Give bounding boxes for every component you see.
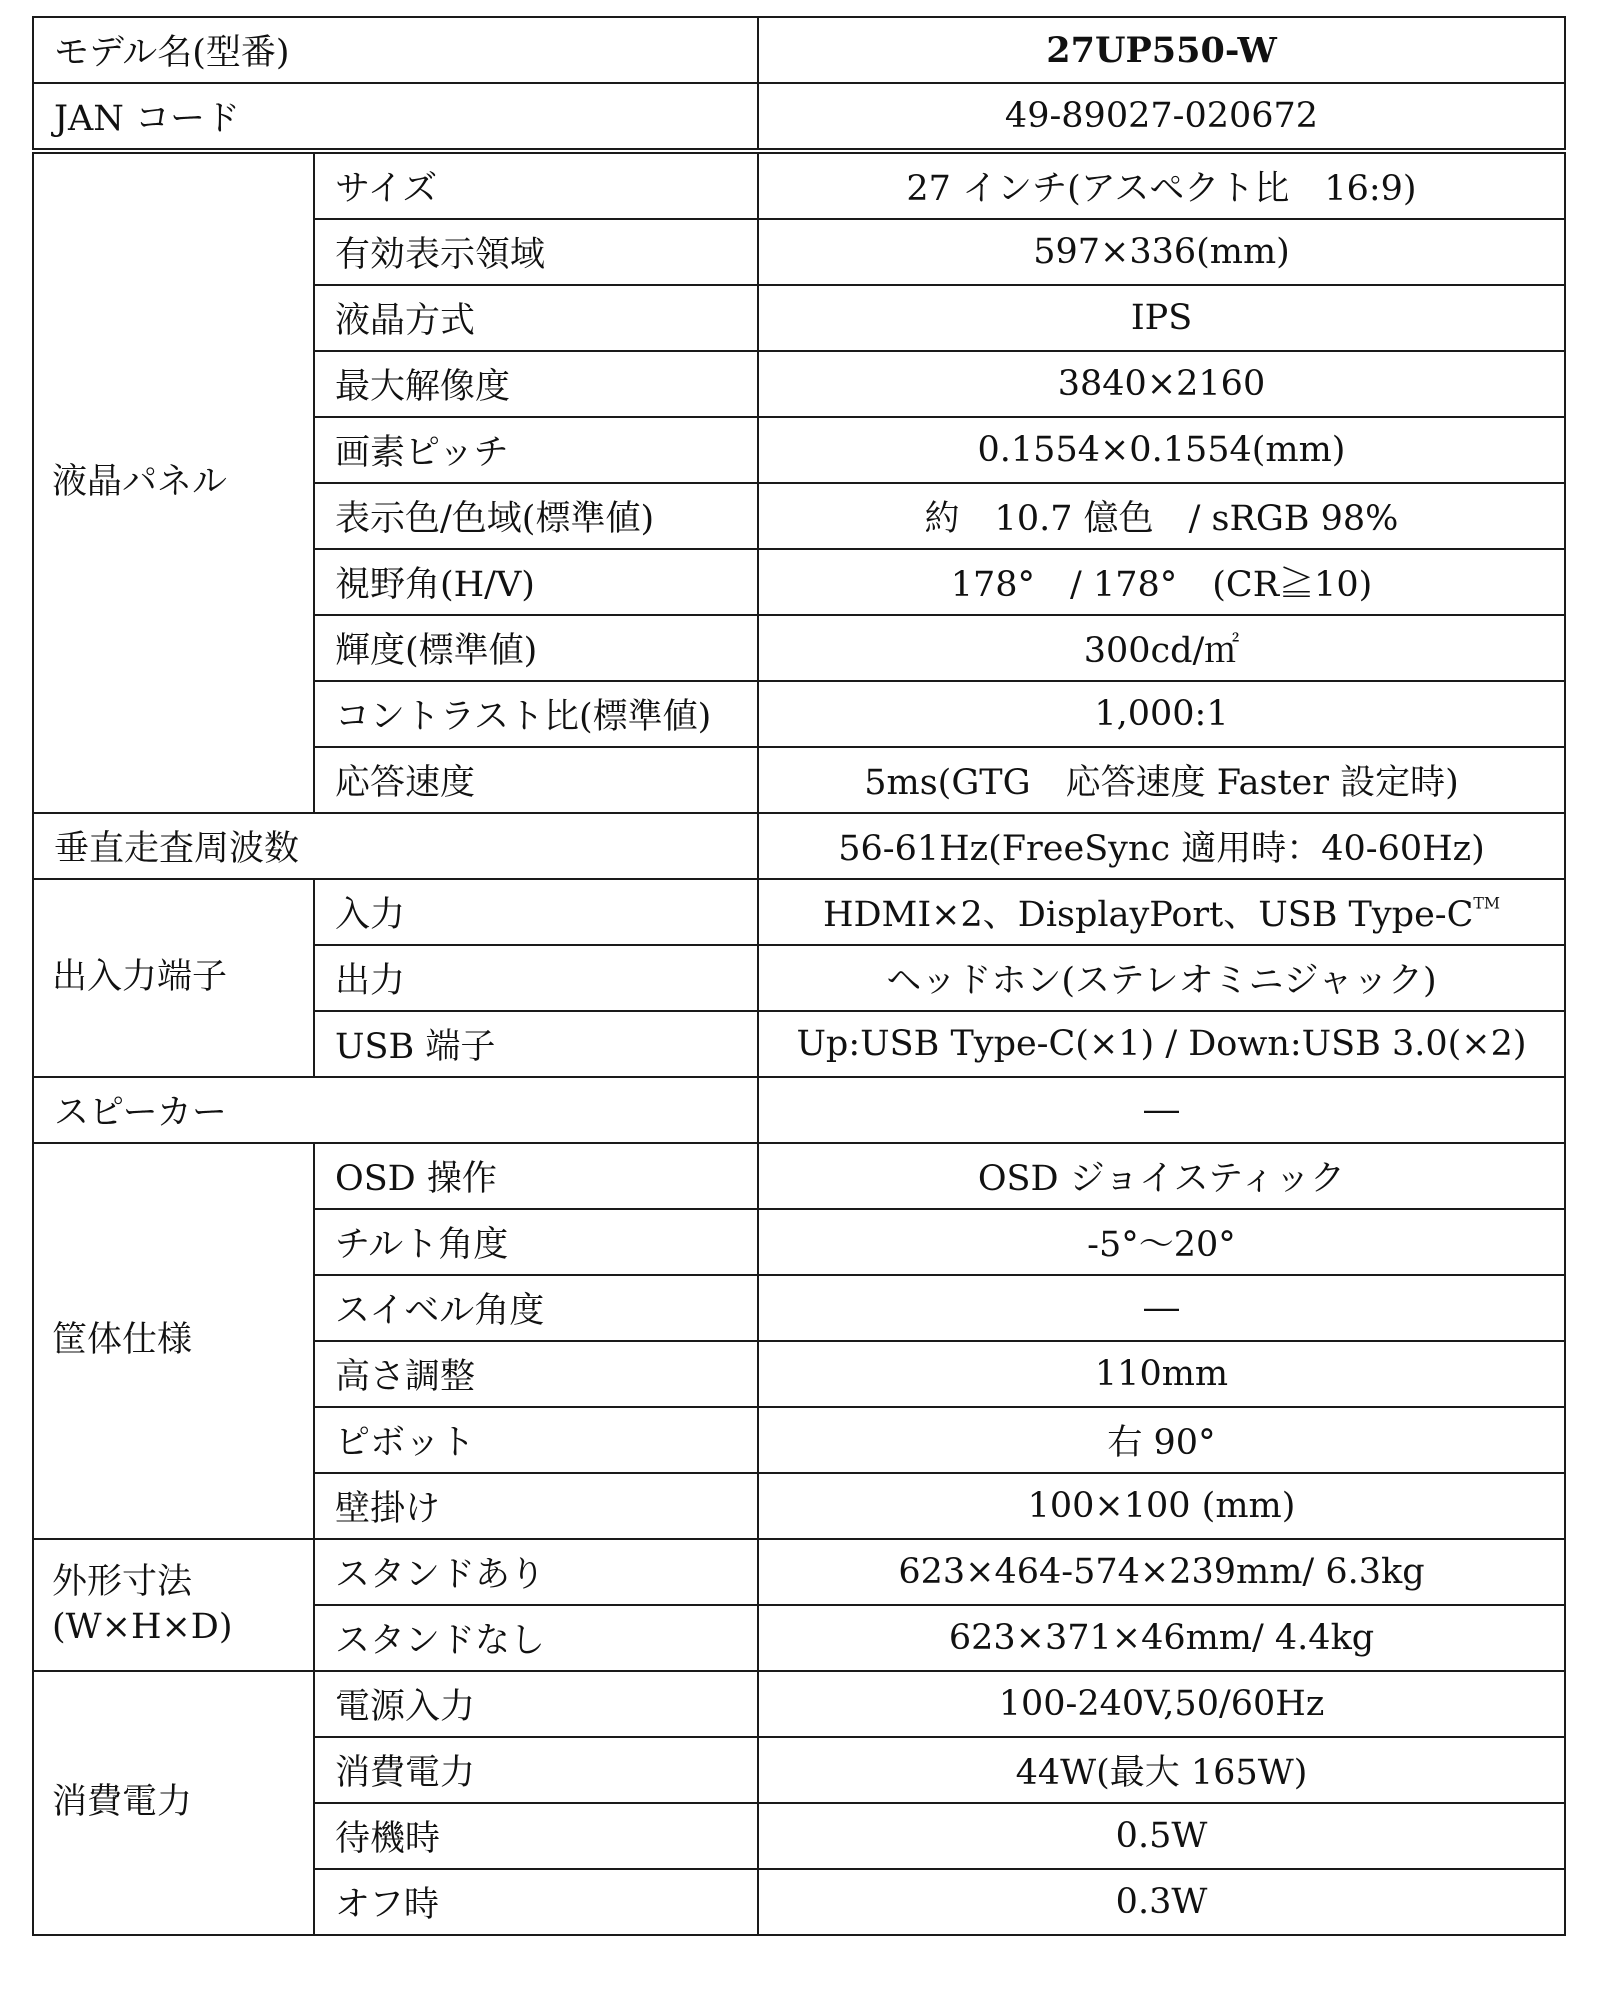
- spec-value: 右 90°: [758, 1407, 1565, 1473]
- speaker-value: ―: [758, 1077, 1565, 1143]
- vertical-frequency-label: 垂直走査周波数: [33, 813, 758, 879]
- spec-value: Up:USB Type-C(×1) / Down:USB 3.0(×2): [758, 1011, 1565, 1077]
- spec-table: [32, 16, 1566, 1936]
- spec-label: 入力: [314, 879, 758, 945]
- spec-label: 輝度(標準値): [314, 615, 758, 681]
- spec-value: 300cd/㎡: [758, 615, 1565, 681]
- spec-value: -5°～20°: [758, 1209, 1565, 1275]
- spec-label: オフ時: [314, 1869, 758, 1935]
- spec-value: 3840×2160: [758, 351, 1565, 417]
- jan-code-label: JAN コード: [33, 83, 758, 151]
- spec-value: ヘッドホン(ステレオミニジャック): [758, 945, 1565, 1011]
- spec-label: コントラスト比(標準値): [314, 681, 758, 747]
- spec-value: 100×100 (mm): [758, 1473, 1565, 1539]
- row-with-stand: [33, 1539, 1565, 1605]
- row-jan-code: [33, 83, 1565, 151]
- spec-value: ―: [758, 1275, 1565, 1341]
- spec-label: 液晶方式: [314, 285, 758, 351]
- spec-label: USB 端子: [314, 1011, 758, 1077]
- spec-label: ピボット: [314, 1407, 758, 1473]
- model-name-label: モデル名(型番): [33, 17, 758, 83]
- spec-value: [758, 879, 1565, 945]
- spec-label: スタンドなし: [314, 1605, 758, 1671]
- spec-label: 消費電力: [314, 1737, 758, 1803]
- spec-value: 178° / 178° (CR≧10): [758, 549, 1565, 615]
- spec-label: 有効表示領域: [314, 219, 758, 285]
- spec-value: 597×336(mm): [758, 219, 1565, 285]
- spec-label: 視野角(H/V): [314, 549, 758, 615]
- row-osd: [33, 1143, 1565, 1209]
- spec-label: チルト角度: [314, 1209, 758, 1275]
- row-power-input: [33, 1671, 1565, 1737]
- spec-label: 高さ調整: [314, 1341, 758, 1407]
- spec-label: 画素ピッチ: [314, 417, 758, 483]
- dimensions-unit: (W×H×D): [52, 1607, 233, 1647]
- spec-label: 壁掛け: [314, 1473, 758, 1539]
- dimensions-title: 外形寸法: [52, 1561, 193, 1602]
- model-name-value: 27UP550-W: [758, 17, 1565, 83]
- spec-value: 5ms(GTG 応答速度 Faster 設定時): [758, 747, 1565, 813]
- input-ports-text: HDMI×2、DisplayPort、USB Type-C: [822, 895, 1474, 935]
- spec-label: 最大解像度: [314, 351, 758, 417]
- spec-label: 待機時: [314, 1803, 758, 1869]
- spec-label: OSD 操作: [314, 1143, 758, 1209]
- row-vertical-frequency: [33, 813, 1565, 879]
- spec-value: 44W(最大 165W): [758, 1737, 1565, 1803]
- spec-label: 出力: [314, 945, 758, 1011]
- trademark-mark: TM: [1473, 893, 1501, 913]
- row-input: [33, 879, 1565, 945]
- vertical-frequency-value: 56-61Hz(FreeSync 適用時：40-60Hz): [758, 813, 1565, 879]
- spec-label: サイズ: [314, 151, 758, 219]
- spec-value: 0.5W: [758, 1803, 1565, 1869]
- row-panel-size: [33, 151, 1565, 219]
- spec-value: 27 インチ(アスペクト比 16:9): [758, 151, 1565, 219]
- spec-value: 110mm: [758, 1341, 1565, 1407]
- spec-value: IPS: [758, 285, 1565, 351]
- spec-value: 623×464-574×239mm/ 6.3kg: [758, 1539, 1565, 1605]
- spec-value: 1,000:1: [758, 681, 1565, 747]
- category-dimensions: [33, 1539, 314, 1671]
- jan-code-value: 49-89027-020672: [758, 83, 1565, 151]
- spec-label: 応答速度: [314, 747, 758, 813]
- category-power: 消費電力: [33, 1671, 314, 1935]
- spec-value: 約 10.7 億色 / sRGB 98%: [758, 483, 1565, 549]
- spec-value: OSD ジョイスティック: [758, 1143, 1565, 1209]
- spec-value: 0.1554×0.1554(mm): [758, 417, 1565, 483]
- category-io-ports: 出入力端子: [33, 879, 314, 1077]
- spec-label: スイベル角度: [314, 1275, 758, 1341]
- spec-value: 100-240V,50/60Hz: [758, 1671, 1565, 1737]
- spec-label: 電源入力: [314, 1671, 758, 1737]
- spec-label: 表示色/色域(標準値): [314, 483, 758, 549]
- spec-value: 0.3W: [758, 1869, 1565, 1935]
- spec-label: スタンドあり: [314, 1539, 758, 1605]
- row-model-name: [33, 17, 1565, 83]
- category-chassis: 筐体仕様: [33, 1143, 314, 1539]
- speaker-label: スピーカー: [33, 1077, 758, 1143]
- row-speaker: [33, 1077, 1565, 1143]
- category-lcd-panel: 液晶パネル: [33, 151, 314, 813]
- spec-value: 623×371×46mm/ 4.4kg: [758, 1605, 1565, 1671]
